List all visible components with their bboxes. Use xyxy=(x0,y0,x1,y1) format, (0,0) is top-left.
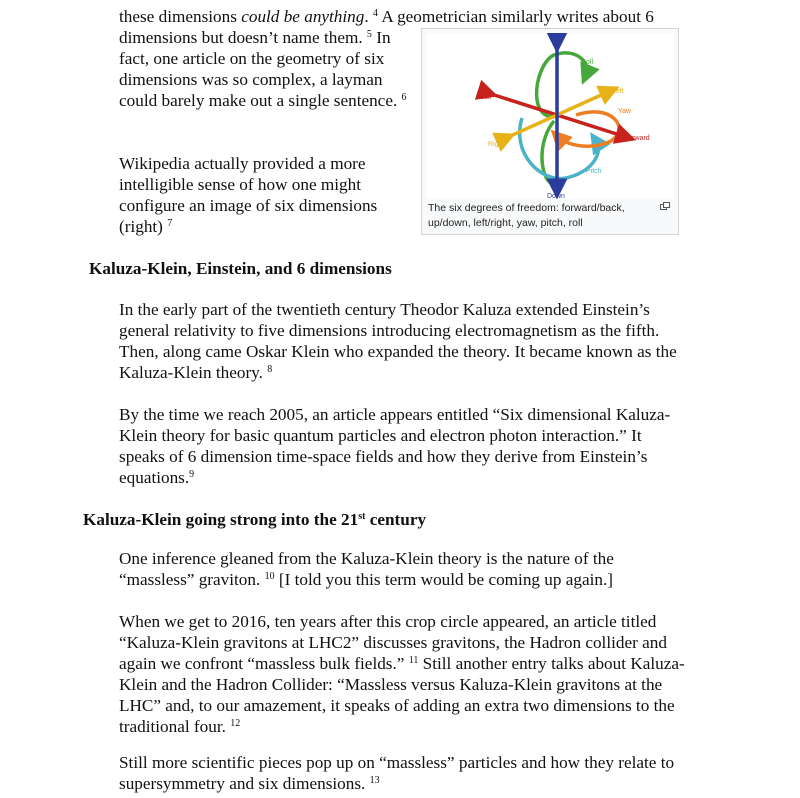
label-roll: Roll xyxy=(581,59,594,66)
footnote-4[interactable]: 4 xyxy=(372,8,378,19)
heading-21st-century: Kaluza-Klein going strong into the 21st century xyxy=(83,510,427,529)
paragraph-kaluza-history: In the early part of the twentieth century Theodor Kaluza extended Einstein’s general relativity to five dimensions introducing electromagnetism as the fifth. Then, along came Oskar Klein who expanded the theory. It became known as the Kaluza-Klein theory. $^8$ xyxy=(119,300,677,382)
heading-kaluza-klein-einstein: Kaluza-Klein, Einstein, and 6 dimensions xyxy=(89,259,392,278)
label-forward: Forward xyxy=(624,135,650,142)
paragraph-2016-lhc: When we get to 2016, ten years after this crop circle appeared, an article titled “Kaluza-Klein gravitons at LHC2” discusses gravitons, the Hadron collider and again we confront “massless bulk fields.” $^{11}$ Still another entry talks about Kaluza-Klein and the Hadron Collider: “Massless versus Kaluza-Klein gravitons at the LHC” and, to our amazement, it speaks of adding an extra two dimensions to the traditional four. $^{12}$ xyxy=(119,612,685,736)
paragraph-intro-line: these dimensions could be anything. $^4$ A geometrician similarly writes about 6 xyxy=(119,7,654,26)
figure-caption: The six degrees of freedom: forward/back, up/down, left/right, yaw, pitch, roll xyxy=(428,202,625,229)
label-right: Right xyxy=(488,141,505,148)
paragraph-geometrician: dimensions but doesn’t name them. $^5$ In fact, one article on the geometry of six dimensions was so complex, a layman could barely make out a single sentence. $^6$ xyxy=(119,28,407,110)
footnote-12[interactable]: 12 xyxy=(230,718,241,729)
label-pitch: Pitch xyxy=(586,168,602,175)
label-back: Back xyxy=(476,94,492,101)
paragraph-2005-article: By the time we reach 2005, an article appears entitled “Six dimensional Kaluza-Klein theory for basic quantum particles and electron photon interaction.” It speaks of 6 dimension time-space fields and how they derive from Einstein’s equations.$^9$ xyxy=(119,405,671,487)
label-up: Up xyxy=(551,35,560,42)
label-down: Down xyxy=(547,193,565,199)
footnote-11[interactable]: 11 xyxy=(408,655,419,666)
enlarge-icon[interactable] xyxy=(660,202,670,210)
footnote-9[interactable]: 9 xyxy=(189,469,195,480)
six-dof-figure xyxy=(421,28,679,235)
label-left: Left xyxy=(612,88,624,95)
footnote-7[interactable]: 7 xyxy=(167,218,173,229)
footnote-8[interactable]: 8 xyxy=(267,364,273,375)
paragraph-supersymmetry: Still more scientific pieces pop up on “massless” particles and how they relate to supersymmetry and six dimensions. $^{13}$ xyxy=(119,753,675,793)
six-dof-diagram xyxy=(426,33,674,199)
six-dof-svg xyxy=(426,33,674,199)
paragraph-graviton: One inference gleaned from the Kaluza-Klein theory is the nature of the “massless” graviton. $^{10}$ [I told you this term would be coming up again.] xyxy=(119,549,614,589)
footnote-5[interactable]: 5 xyxy=(366,29,372,40)
footnote-13[interactable]: 13 xyxy=(369,775,380,786)
label-yaw: Yaw xyxy=(618,108,632,115)
paragraph-wikipedia: Wikipedia actually provided a more intelligible sense of how one might configure an image of six dimensions (right) $^7$ xyxy=(119,154,378,236)
footnote-10[interactable]: 10 xyxy=(264,571,275,582)
footnote-6[interactable]: 6 xyxy=(401,92,407,103)
